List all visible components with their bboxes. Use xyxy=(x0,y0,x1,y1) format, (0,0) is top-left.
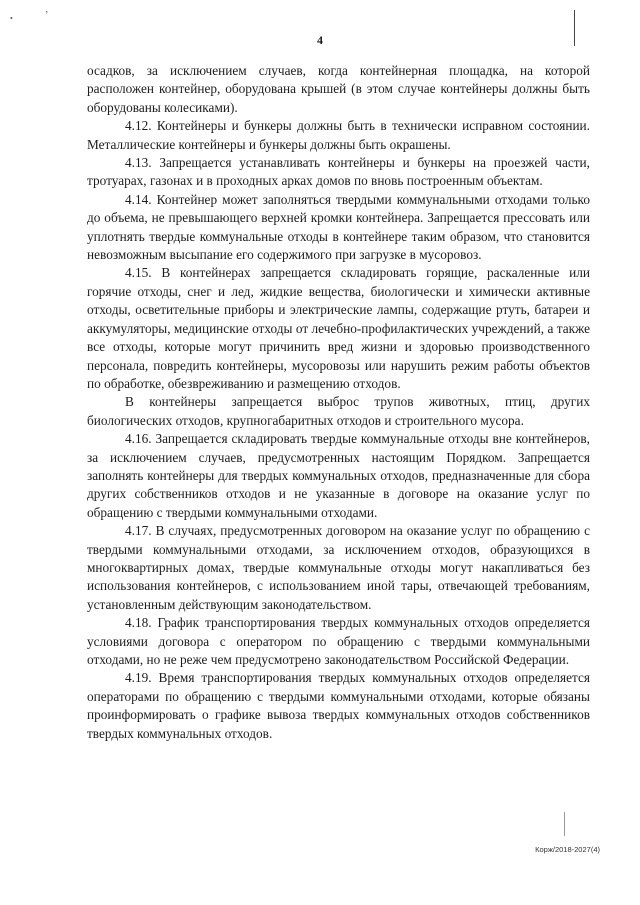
paragraph-4-15: 4.15. В контейнерах запрещается складировать горящие, раскаленные или горячие отходы, снег и лед, жидкие вещества, биологически и химически активные отходы, осветительные приборы и электрические лампы, содержащие ртуть, батареи и аккумуляторы, медицинские отходы от лечебно-профилактических учреждений, а также все отходы, которые могут причинить вред жизни и здоровью производственного персонала, повредить контейнеры, мусоровозы или нарушить режим работы объектов по обработке, обезвреживанию и размещению отходов. xyxy=(87,265,590,391)
paragraph-4-13: 4.13. Запрещается устанавливать контейнеры и бункеры на проезжей части, тротуарах, газонах и в проходных арках домов по вновь построенным объектам. xyxy=(87,155,590,189)
paragraph-4-16: 4.16. Запрещается складировать твердые коммунальные отходы вне контейнеров, за исключением случаев, предусмотренных настоящим Порядком. Запрещается заполнять контейнеры для твердых коммунальных отходов, предназначенные для сбора других собственников отходов и не указанные в договоре на оказание услуг по обращению с твердыми коммунальными отходами. xyxy=(87,431,590,520)
scan-corner-mark: ʼ xyxy=(45,10,49,21)
scan-dot-mark: • xyxy=(10,14,13,23)
document-body xyxy=(87,62,590,743)
paragraph-continuation: осадков, за исключением случаев, когда контейнерная площадка, на которой расположен контейнер, оборудована крышей (в этом случае контейнеры должны быть оборудованы колесиками). xyxy=(87,63,590,115)
paragraph-4-12: 4.12. Контейнеры и бункеры должны быть в технически исправном состоянии. Металлические контейнеры и бункеры должны быть окрашены. xyxy=(87,118,590,152)
scan-edge-line-lower xyxy=(564,812,565,836)
page-number: 4 xyxy=(317,33,323,47)
document-footer-code: Корж/2018-2027(4) xyxy=(535,845,600,854)
paragraph-4-19: 4.19. Время транспортирования твердых коммунальных отходов определяется операторами по обращению с твердыми коммунальными отходами, которые обязаны проинформировать о графике вывоза твердых коммунальных отходов собственников твердых коммунальных отходов. xyxy=(87,670,590,741)
paragraph-4-15-addendum: В контейнеры запрещается выброс трупов животных, птиц, других биологических отходов, крупногабаритных отходов и строительного мусора. xyxy=(87,394,590,428)
paragraph-4-17: 4.17. В случаях, предусмотренных договором на оказание услуг по обращению с твердыми коммунальными отходами, за исключением отходов, образующихся в многоквартирных домах, твердые коммунальные отходы могут накапливаться без использования контейнеров, с использованием иной тары, отвечающей требованиям, установленным действующим законодательством. xyxy=(87,523,590,612)
paragraph-4-18: 4.18. График транспортирования твердых коммунальных отходов определяется условиями договора с оператором по обращению с твердыми коммунальными отходами, но не реже чем предусмотрено законодательством Российской Федерации. xyxy=(87,615,590,667)
paragraph-4-14: 4.14. Контейнер может заполняться твердыми коммунальными отходами только до объема, не превышающего верхней кромки контейнера. Запрещается прессовать или уплотнять твердые коммунальные отходы в контейнере таким образом, что становится невозможным высыпание его содержимого при загрузке в мусоровоз. xyxy=(87,191,590,263)
